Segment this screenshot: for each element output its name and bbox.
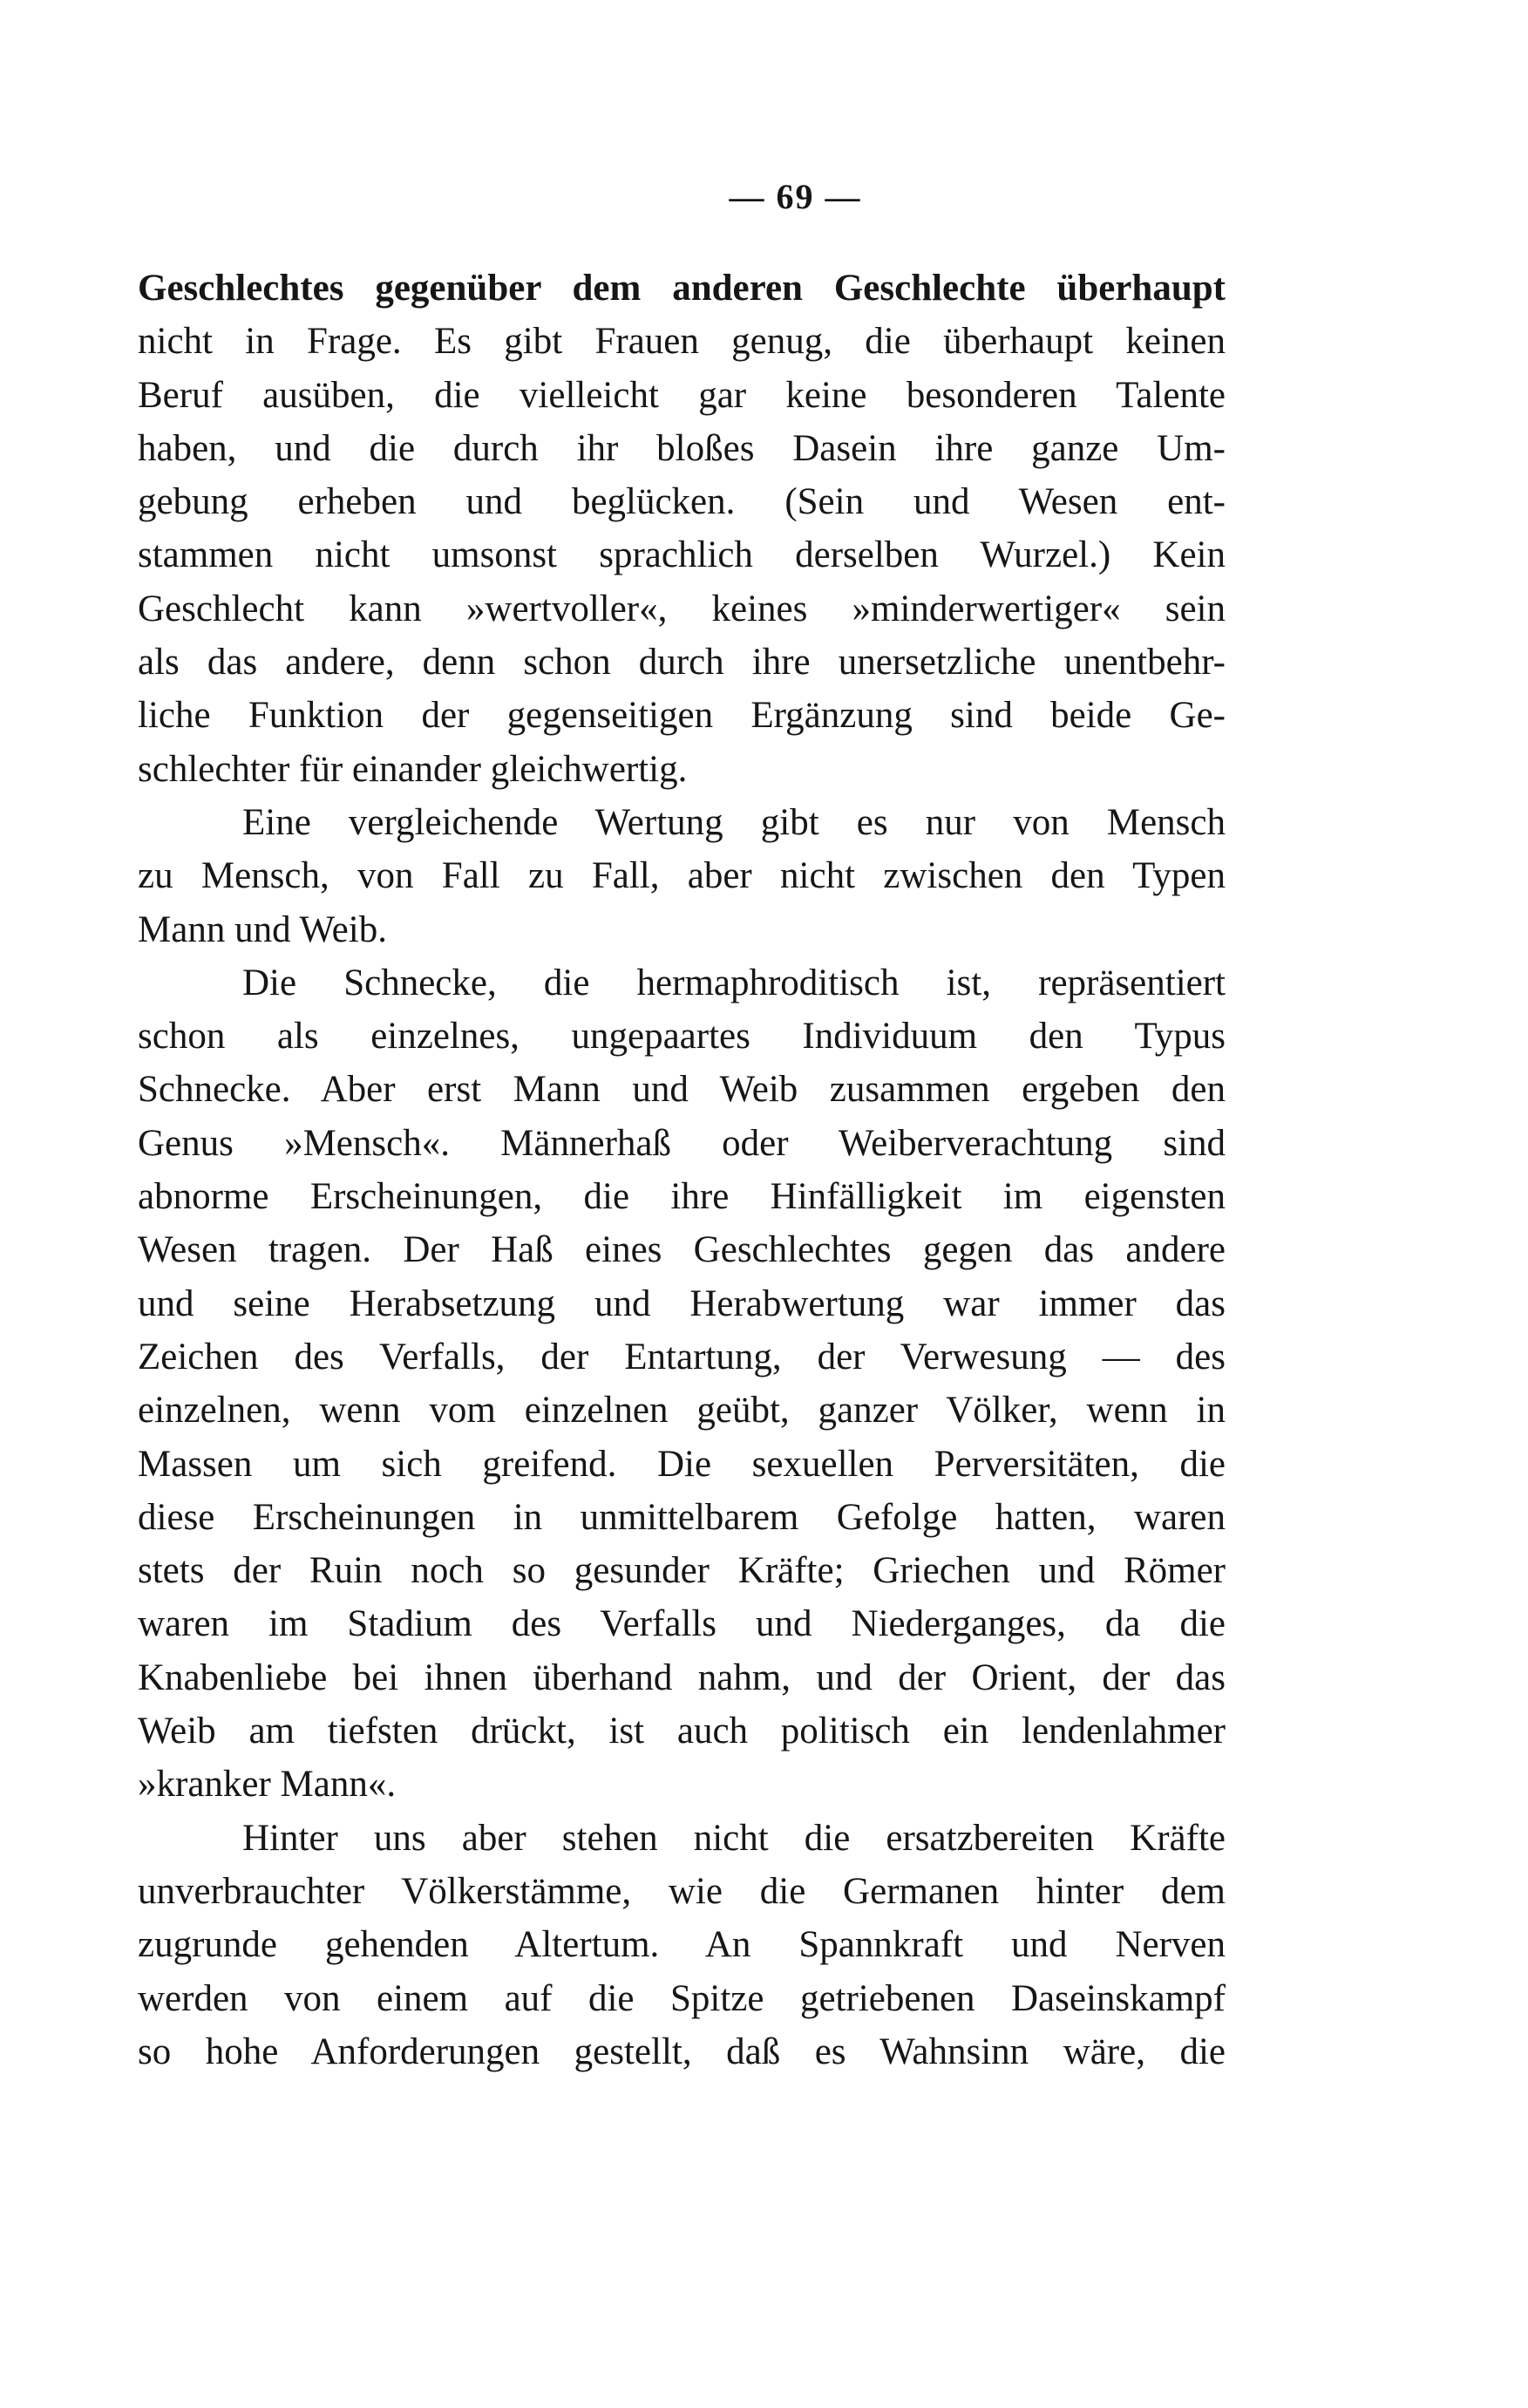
text-line: Geschlechtes gegenüber dem anderen Geschlechte überhaupt: [138, 268, 1226, 309]
text-line: Beruf ausüben, die vielleicht gar keine besonderen Talente: [138, 374, 1226, 416]
text-line: werden von einem auf die Spitze getriebenen Daseinskampf: [138, 1977, 1226, 2019]
text-line: abnorme Erscheinungen, die ihre Hinfälligkeit im eigensten: [138, 1176, 1226, 1218]
text-line: Massen um sich greifend. Die sexuellen Perversitäten, die: [138, 1443, 1226, 1485]
text-line: Die Schnecke, die hermaphroditisch ist, repräsentiert: [242, 962, 1226, 1003]
text-line: einzelnen, wenn vom einzelnen geübt, ganzer Völker, wenn in: [138, 1390, 1226, 1432]
text-line: stammen nicht umsonst sprachlich derselben Wurzel.) Kein: [138, 534, 1226, 576]
text-line: und seine Herabsetzung und Herabwertung war immer das: [138, 1282, 1226, 1324]
text-line: stets der Ruin noch so gesunder Kräfte; Griechen und Römer: [138, 1550, 1226, 1592]
text-line: als das andere, denn schon durch ihre unersetzliche unentbehr-: [138, 642, 1226, 684]
paragraph-1: [138, 262, 1226, 796]
text-line: unverbrauchter Völkerstämme, wie die Germanen hinter dem: [138, 1870, 1226, 1912]
text-line: zu Mensch, von Fall zu Fall, aber nicht zwischen den Typen: [138, 855, 1226, 897]
text-line: Genus »Mensch«. Männerhaß oder Weiberverachtung sind: [138, 1122, 1226, 1164]
text-line: zugrunde gehenden Altertum. An Spannkraft und Nerven: [138, 1924, 1226, 1966]
text-line: schon als einzelnes, ungepaartes Individuum den Typus: [138, 1016, 1226, 1058]
text-line: haben, und die durch ihr bloßes Dasein ihre ganze Um-: [138, 427, 1226, 469]
paragraph-2: [138, 796, 1226, 956]
text-line: »kranker Mann«.: [138, 1764, 397, 1806]
text-line: nicht in Frage. Es gibt Frauen genug, die überhaupt keinen: [138, 321, 1226, 363]
text-line: Eine vergleichende Wertung gibt es nur von Mensch: [242, 801, 1226, 843]
text-line: Wesen tragen. Der Haß eines Geschlechtes gegen das andere: [138, 1229, 1226, 1271]
text-line: schlechter für einander gleichwertig.: [138, 748, 688, 790]
body-text: [138, 262, 1226, 2078]
text-line: Mann und Weib.: [138, 908, 387, 950]
text-line: Hinter uns aber stehen nicht die ersatzbereiten Kräfte: [242, 1817, 1226, 1859]
paragraph-3: [138, 956, 1226, 1812]
text-line: Schnecke. Aber erst Mann und Weib zusammen ergeben den: [138, 1069, 1226, 1111]
text-line: waren im Stadium des Verfalls und Niederganges, da die: [138, 1603, 1226, 1645]
text-line: Zeichen des Verfalls, der Entartung, der Verwesung — des: [138, 1336, 1226, 1377]
page-number: — 69 —: [729, 177, 862, 216]
text-line: liche Funktion der gegenseitigen Ergänzung sind beide Ge-: [138, 695, 1226, 737]
text-line: Knabenliebe bei ihnen überhand nahm, und der Orient, der das: [138, 1656, 1226, 1698]
text-line: Weib am tiefsten drückt, ist auch politisch ein lendenlahmer: [138, 1711, 1226, 1752]
text-line: Geschlecht kann »wertvoller«, keines »minderwertiger« sein: [138, 588, 1226, 629]
text-line: gebung erheben und beglücken. (Sein und Wesen ent-: [138, 481, 1226, 523]
text-line: so hohe Anforderungen gestellt, daß es Wahnsinn wäre, die: [138, 2030, 1226, 2072]
text-line: diese Erscheinungen in unmittelbarem Gefolge hatten, waren: [138, 1496, 1226, 1538]
paragraph-4: [138, 1812, 1226, 2078]
